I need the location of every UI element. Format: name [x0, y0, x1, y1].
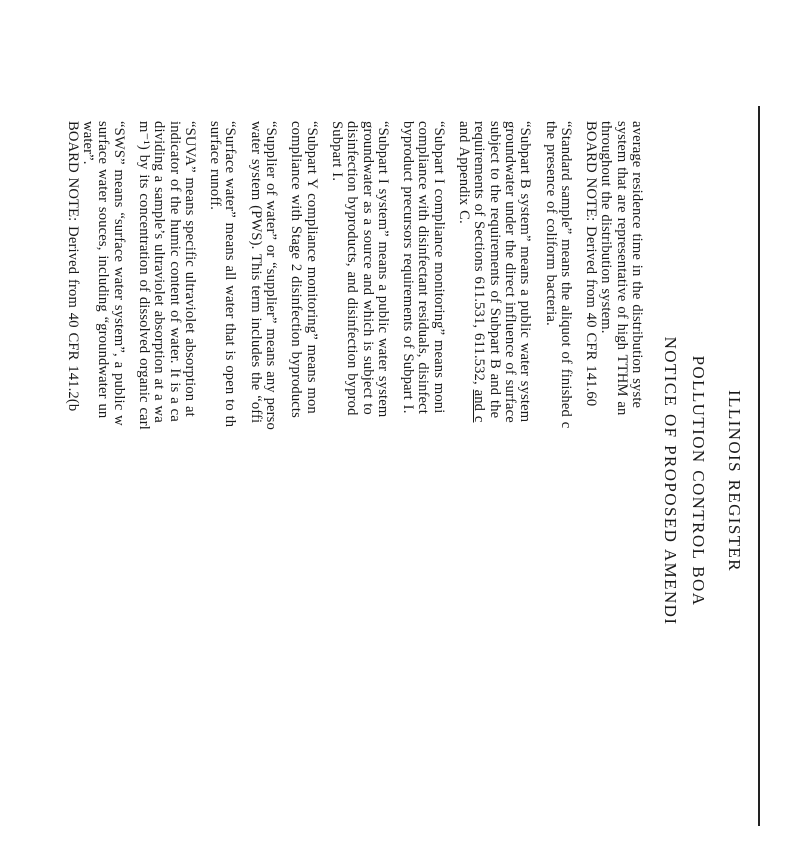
text-line: Subpart I. [328, 121, 345, 182]
paragraph-gap [319, 121, 329, 841]
text-line: water”. [80, 121, 97, 165]
text-line: surface water souces, including “groundwater un [95, 121, 112, 419]
definition-paragraph [65, 121, 126, 841]
text-line: system that are representative of high TTHM an [613, 121, 630, 416]
definition-paragraph [583, 121, 644, 841]
text-line: BOARD NOTE: Derived from 40 CFR 141.2(b [64, 121, 81, 412]
paragraph-gap [197, 121, 207, 841]
text-line: compliance with Stage 2 disinfection byproducts [288, 121, 305, 418]
text-line: byproduct precursors requirements of Subpart I. [400, 121, 417, 414]
text-line: “Supplier of water” or “supplier” means any perso [263, 121, 280, 430]
text-line: “Subpart B system” means a public water system [517, 121, 534, 423]
text-line: “Standard sample” means the aliquot of finished c [557, 121, 574, 429]
definitions-list [65, 121, 645, 841]
paragraph-gap [278, 121, 288, 841]
definition-paragraph [207, 121, 238, 841]
text-line: “Subpart I compliance monitoring” means moni [430, 121, 447, 414]
definition-paragraph [136, 121, 197, 841]
text-line: requirements of Sections 611.531, 611.532, and c [471, 121, 488, 423]
paragraph-gap [237, 121, 247, 841]
document-page [20, 106, 760, 646]
paragraph-gap [126, 121, 136, 841]
text-line: subject to the requirements of Subpart B and the [486, 121, 503, 419]
underlined-insertion: and c [471, 389, 488, 423]
text-line: the presence of coliform bacteria. [542, 121, 559, 326]
notice-heading: NOTICE OF PROPOSED AMENDI [661, 336, 680, 626]
text-line: “SUVA” means specific ultraviolet absorption at [181, 121, 198, 417]
definition-paragraph [456, 121, 532, 841]
text-line: BOARD NOTE: Derived from 40 CFR 141.60 [583, 121, 600, 407]
text-line: indicator of the humic content of water. It is a ca [166, 121, 183, 422]
document-body [65, 121, 755, 841]
text-line: groundwater as a source and which is subject to [359, 121, 376, 415]
text-line: “Surface water” means all water that is open to th [222, 121, 239, 428]
paragraph-gap [532, 121, 542, 841]
text-line: “Subpart Y compliance monitoring” means mon [303, 121, 320, 414]
text-line: “SWS” means “surface water system”, a public w [110, 121, 127, 426]
header-rule [758, 106, 760, 826]
text-line: surface runoff. [207, 121, 224, 210]
text-line: dividing a sample’s ultraviolet absorption at a wa [151, 121, 168, 423]
text-line: and Appendix C. [456, 121, 473, 224]
definition-paragraph [288, 121, 319, 841]
definition-paragraph [247, 121, 278, 841]
text-line: m⁻¹) by its concentration of dissolved organic carl [135, 121, 152, 430]
definition-paragraph [542, 121, 573, 841]
paragraph-gap [573, 121, 583, 841]
board-name: POLLUTION CONTROL BOA [689, 355, 708, 607]
paragraph-gap [446, 121, 456, 841]
paragraph-gap [390, 121, 400, 841]
text-line: “Subpart I system” means a public water system [374, 121, 391, 418]
definition-paragraph [329, 121, 390, 841]
register-title: ILLINOIS REGISTER [725, 389, 744, 573]
text-line: throughout the distribution system. [598, 121, 615, 334]
text-line: groundwater under the direct influence of surface [501, 121, 518, 423]
text-line: compliance with disinfectant residuals, disinfect [415, 121, 432, 415]
definition-paragraph [400, 121, 446, 841]
text-line: water system (PWS). This term includes the “offi [247, 121, 264, 424]
text-line: disinfection byproducts, and disinfection byprod [344, 121, 361, 416]
text-line: average residence time in the distribution syste [629, 121, 645, 409]
